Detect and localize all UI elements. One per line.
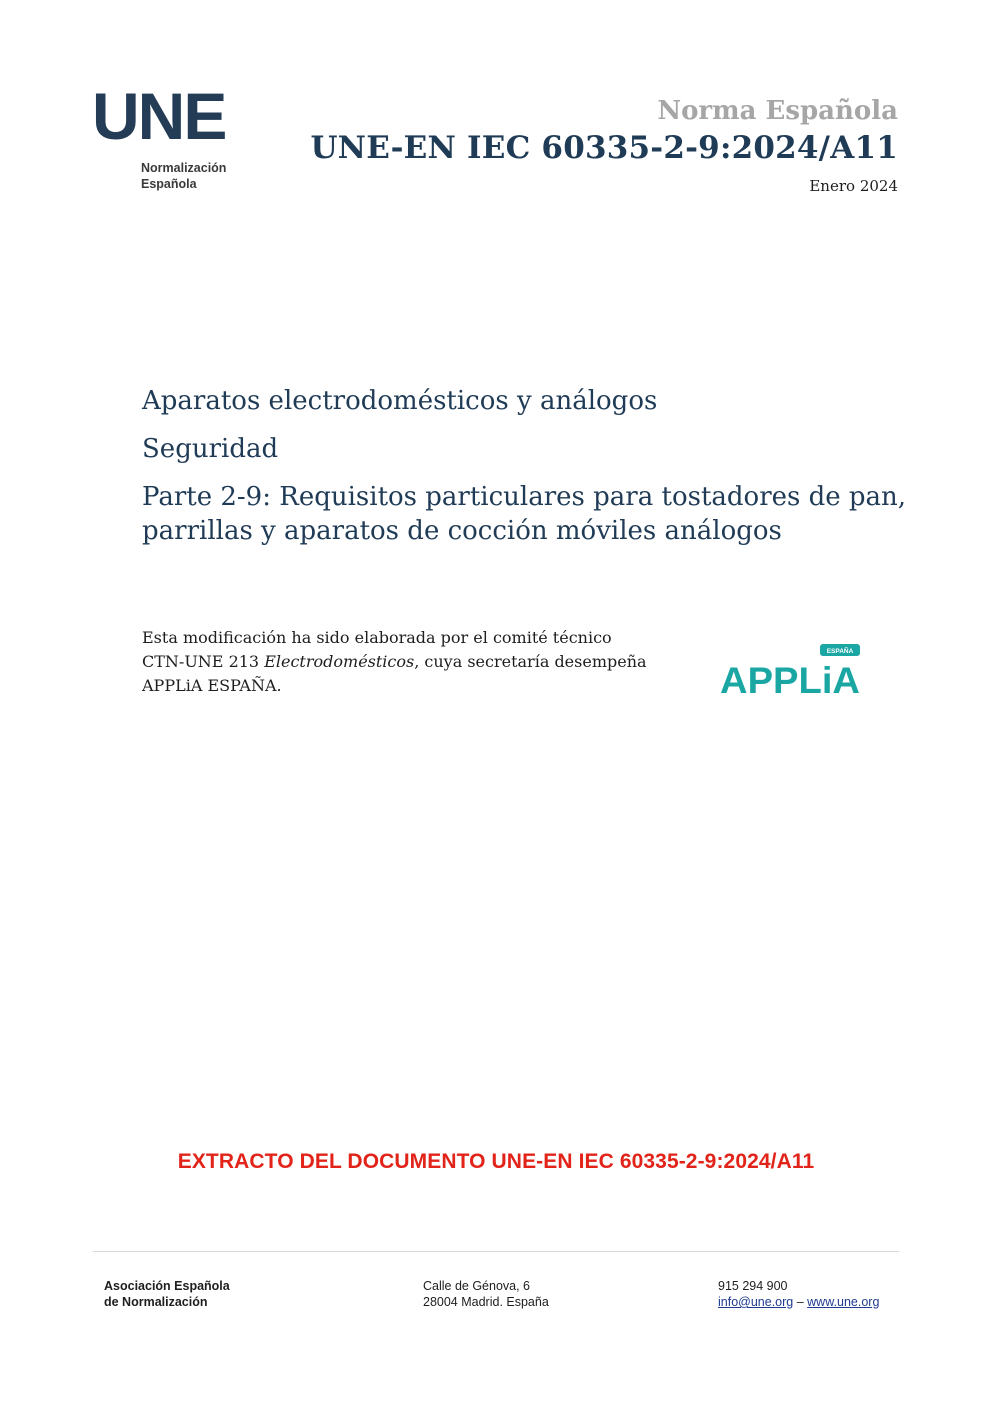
footer-address-line-2: 28004 Madrid. España	[423, 1295, 549, 1309]
footer-links	[718, 1294, 879, 1310]
committee-name: Electrodomésticos	[264, 652, 415, 671]
email-link[interactable]: info@une.org	[718, 1295, 794, 1309]
committee-line-2-suffix: , cuya secretaría desempeña	[414, 652, 647, 671]
title-line-2: Seguridad	[142, 434, 279, 464]
committee-statement	[142, 626, 702, 698]
extract-notice: EXTRACTO DEL DOCUMENTO UNE-EN IEC 60335-2-9:2024/A11	[177, 1150, 815, 1173]
une-logo	[92, 79, 252, 198]
applia-logo	[720, 643, 865, 695]
applia-wordmark: APPLiA	[720, 660, 860, 695]
norm-code: UNE-EN IEC 60335-2-9:2024/A11	[310, 130, 898, 166]
publication-date: Enero 2024	[809, 177, 898, 195]
title-line-4: parrillas y aparatos de cocción móviles análogos	[142, 516, 782, 546]
une-logo-subtitle-1: Normalización	[141, 161, 227, 175]
footer-divider	[93, 1251, 899, 1252]
footer-link-separator: –	[793, 1295, 808, 1309]
footer-org-line-1: Asociación Española	[104, 1279, 230, 1293]
footer-organization	[104, 1278, 230, 1310]
une-logo-subtitle-2: Española	[141, 177, 197, 191]
footer-address-line-1: Calle de Génova, 6	[423, 1279, 531, 1293]
committee-code: CTN-UNE 213	[142, 652, 265, 671]
title-line-3: Parte 2-9: Requisitos particulares para tostadores de pan,	[142, 482, 907, 512]
applia-logo-graphic	[720, 643, 865, 695]
footer-org-line-2: de Normalización	[104, 1295, 208, 1309]
footer-address	[423, 1278, 549, 1310]
committee-line-1: Esta modificación ha sido elaborada por el comité técnico	[142, 628, 612, 647]
footer-phone: 915 294 900	[718, 1279, 788, 1293]
applia-tag: ESPAÑA	[826, 648, 854, 655]
une-logo-wordmark: UNE	[92, 79, 226, 153]
committee-line-3: APPLiA ESPAÑA.	[142, 676, 282, 695]
document-title	[142, 384, 922, 562]
footer-contact	[718, 1278, 879, 1310]
committee-line-2	[142, 650, 702, 674]
title-line-1: Aparatos electrodomésticos y análogos	[142, 386, 658, 416]
norm-type: Norma Española	[657, 96, 898, 126]
website-link[interactable]: www.une.org	[807, 1295, 880, 1309]
